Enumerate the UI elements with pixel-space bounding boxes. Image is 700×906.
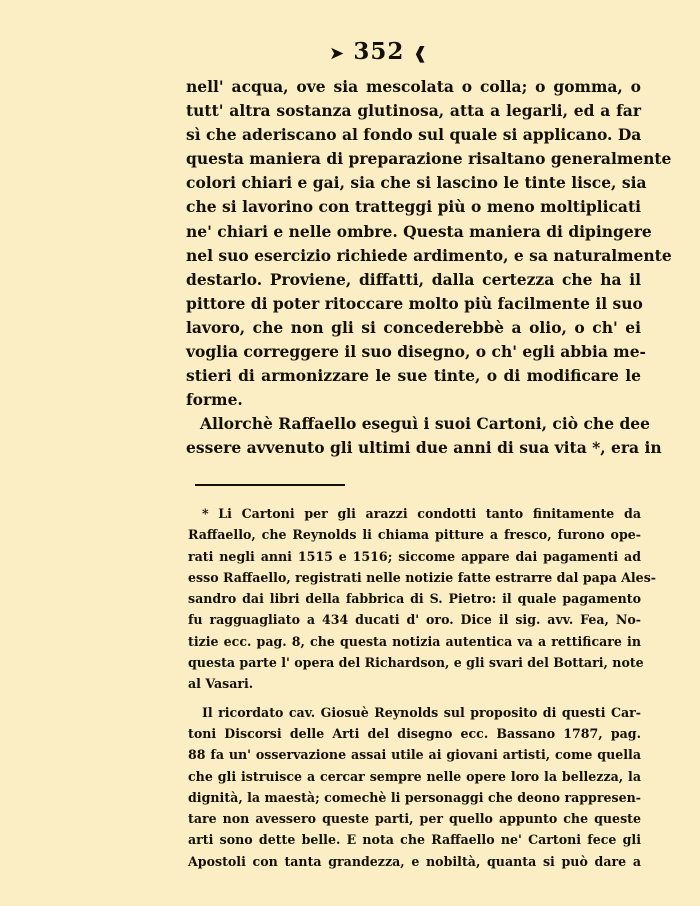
text-line: che si lavorino con tratteggi più o meno moltiplicati — [186, 197, 641, 217]
text-line: lavoro, che non gli si concederebbè a olio, o ch' ei — [186, 317, 641, 337]
text-line: stieri di armonizzare le sue tinte, o di modificare le — [186, 366, 641, 386]
footnote-separator — [195, 484, 345, 486]
footnote-line: rati negli anni 1515 e 1516; siccome appare dai pagamenti ad — [188, 548, 641, 564]
footnote-line: esso Raffaello, registrati nelle notizie fatte estrarre dal papa Ales- — [188, 569, 657, 585]
footnote-line: arti sono dette belle. E nota che Raffaello ne' Cartoni fece gli — [188, 832, 641, 848]
page-header — [330, 38, 428, 65]
text-line: nell' acqua, ove sia mescolata o colla; o gomma, o — [186, 77, 641, 96]
footnote-line: 88 fa un' osservazione assai utile ai giovani artisti, come quella — [188, 747, 641, 763]
text-line: questa maniera di preparazione risaltano generalmente — [186, 149, 672, 169]
right-ornament-icon: ❰ — [413, 43, 428, 63]
footnote-line: questa parte l' opera del Richardson, e gli svari del Bottari, note — [188, 655, 644, 671]
text-line: pittore di poter ritoccare molto più facilmente il suo — [186, 293, 643, 313]
footnote-line: Il ricordato cav. Giosuè Reynolds sul proposito di questi Car- — [202, 704, 641, 720]
footnote-line: Apostoli con tanta grandezza, e nobiltà, quanta si può dare a — [188, 853, 641, 869]
text-line: voglia correggere il suo disegno, o ch' egli abbia me- — [186, 342, 646, 362]
text-line: destarlo. Proviene, diffatti, dalla certezza che ha il — [186, 269, 641, 289]
text-line: ne' chiari e nelle ombre. Questa maniera di dipingere — [186, 221, 652, 241]
footnotes — [188, 503, 657, 872]
footnote-line: tizie ecc. pag. 8, che questa notizia autentica va a rettificare in — [188, 633, 641, 649]
text-line: nel suo esercizio richiede ardimento, e sa naturalmente — [186, 245, 672, 265]
footnote-line: che gli istruisce a cercar sempre nelle opere loro la bellezza, la — [188, 768, 641, 784]
text-line: Allorchè Raffaello eseguì i suoi Cartoni, ciò che dee — [200, 414, 651, 434]
text-line: sì che aderiscano al fondo sul quale si applicano. Da — [186, 125, 642, 145]
footnote-line: al Vasari. — [188, 676, 254, 692]
footnote-line: * Li Cartoni per gli arazzi condotti tanto finitamente da — [202, 506, 641, 521]
main-text — [186, 75, 672, 461]
footnote-line: dignità, la maestà; comechè li personaggi che deono rappresen- — [188, 789, 641, 805]
footnote-line: Raffaello, che Reynolds li chiama pitture a fresco, furono ope- — [188, 527, 641, 543]
footnote-line: toni Discorsi delle Arti del disegno ecc. Bassano 1787, pag. — [188, 725, 641, 741]
footnote-line: sandro dai libri della fabbrica di S. Pietro: il quale pagamento — [188, 591, 641, 607]
text-line: essere avvenuto gli ultimi due anni di sua vita *, era in — [186, 438, 662, 458]
left-ornament-icon: ➤ — [330, 43, 345, 63]
text-line: tutt' altra sostanza glutinosa, atta a legarli, ed a far — [186, 101, 641, 121]
footnote-line: tare non avessero queste parti, per quello appunto che queste — [188, 811, 641, 827]
footnote-line: fu ragguagliato a 434 ducati d' oro. Dice il sig. avv. Fea, No- — [188, 612, 641, 628]
text-line: forme. — [186, 390, 243, 410]
page-number: 352 — [353, 38, 405, 65]
text-line: colori chiari e gai, sia che si lascino le tinte lisce, sia — [186, 173, 647, 193]
